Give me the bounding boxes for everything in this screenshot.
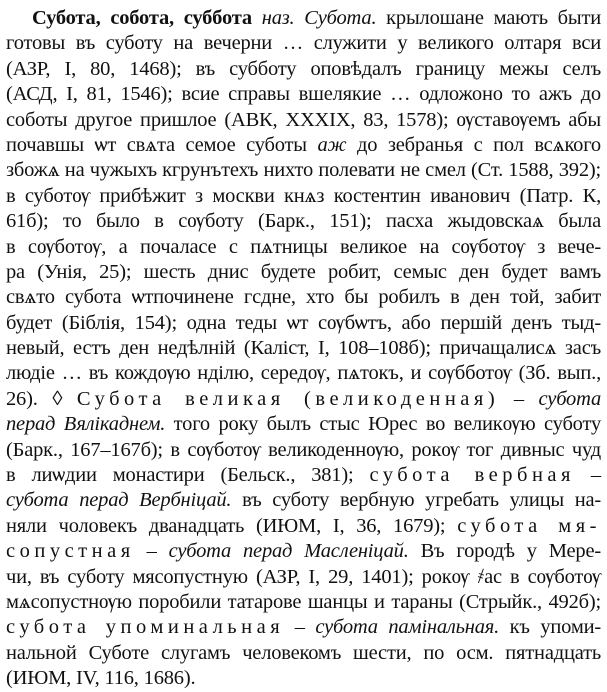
text-run: (АЗР, І, 80, 1468); въ субботу оповѣдалъ границу межы селъ [6, 57, 601, 80]
entry-line [6, 412, 601, 437]
spaced-phrase: субота упоминальная [6, 616, 285, 639]
text-run: ра (Унія, 25); шесть днис будете робит, семыс ден будет вамъ [6, 260, 601, 283]
entry-line [6, 438, 601, 463]
text-run: – [574, 464, 601, 487]
text-run: Въ городѣ у Мере- [408, 540, 602, 563]
entry-line [6, 590, 601, 615]
entry-line [6, 615, 601, 640]
italic-text: субота перад Масленіцай. [168, 540, 409, 563]
entry-line [6, 209, 601, 234]
italic-text: наз. Субота. [261, 7, 377, 29]
entry-line [6, 235, 601, 260]
text-run: 26). ◊ [6, 387, 77, 410]
entry-line [6, 539, 601, 564]
spaced-phrase: сопустная [6, 540, 135, 563]
entry-line [6, 184, 601, 209]
entry-line [6, 133, 601, 158]
text-run: почавшы ѡт свѧта семое суботы [6, 133, 318, 156]
text-run: мѧсопустнѹю поробили татарове шанцы и тараны (Стрыйк., 492б); [6, 590, 601, 613]
text-run: збожѧ на чужыхъ кгрунътехъ нихто полевати не смел (Ст. 1588, 392); [6, 159, 601, 182]
italic-text: субота памінальная. [315, 616, 500, 639]
text-run: (АСД, І, 81, 1546); всие справы вшелякие … одложоно то ажъ до [6, 83, 601, 106]
text-run: чи, въ суботу мясопустную (АЗР, І, 29, 1401); рокѹ ҂ас в сѹботѹ [6, 565, 601, 588]
text-run: няли чоловекъ дванадцать (ИЮМ, І, 36, 1679); [6, 514, 458, 537]
entry-line [6, 641, 601, 666]
text-run: невый, естъ ден недѣлній (Каліст, І, 108–108б); причащалисѧ засъ [6, 337, 601, 360]
spaced-phrase: субота мя- [457, 514, 601, 537]
headword: Субота, собота, суббота [32, 7, 252, 29]
text-run: до зебранья с пол всѧкого [346, 133, 601, 156]
text-run: в сѹботѹ, а почаласе с пѧтницы великое на сѹботѹ з вече- [6, 235, 601, 258]
entry-line [6, 57, 601, 82]
text-run: – [134, 540, 169, 563]
text-run: в суботѹ прибѣжит з москви кнѧз костентин иванович (Патр. К, [6, 184, 601, 207]
text-run: свѧто субота ѡтпочинене гсдне, хто бы робилъ в ден той, забит [6, 286, 601, 309]
text-run: будет (Біблія, 154); одна теды ѡт сѹбѡтъ, або першій денъ тыд- [6, 311, 601, 334]
text-run: 61б); то было в сѹботу (Барк., 151); пасха жыдовскаѧ была [6, 210, 601, 233]
entry-line [6, 311, 601, 336]
entry-line [6, 488, 601, 513]
italic-text: аж [317, 133, 347, 156]
entry-line [6, 260, 601, 285]
entry-line [6, 285, 601, 310]
text-run: того року былъ стыс Юрес во великѹю суботу [165, 413, 602, 436]
entry-line [6, 158, 601, 183]
entry-text [6, 6, 601, 692]
italic-text: субота перад Вербніцай. [6, 489, 232, 512]
text-run: людіе … въ кождѹю нділю, середѹ, пѧтокъ, и сѹбботѹ (Зб. вып., [6, 362, 601, 385]
entry-line [6, 31, 601, 56]
text-run: въ суботу вербную угребать улицы на- [231, 489, 601, 512]
text-run [252, 7, 262, 29]
text-run: – [499, 387, 539, 410]
entry-line [6, 108, 601, 133]
entry-line [6, 565, 601, 590]
entry-line [6, 463, 601, 488]
text-run: къ упоми- [499, 616, 601, 639]
text-run: соботы другое пришлое (АВК, XXXIX, 83, 1578); ѹставѹемъ абы [6, 108, 601, 131]
entry-line [6, 336, 601, 361]
text-run: готовы въ суботу на вечерни … служити у великого олтаря вси [6, 32, 601, 55]
entry-line [6, 6, 601, 31]
text-run: в лиѡдии монастири (Бельск., 381); [6, 464, 370, 487]
italic-text: перад Вялікаднем. [6, 413, 166, 436]
text-run: нальной Суботе слугамъ человекомъ шести, по осм. пятнадцать [6, 641, 601, 664]
spaced-phrase: Субота великая (великоденная) [76, 387, 500, 410]
spaced-phrase: субота вербная [369, 464, 575, 487]
text-run: – [284, 616, 316, 639]
italic-text: субота [538, 387, 601, 410]
entry-line [6, 82, 601, 107]
text-run: (Барк., 167–167б); в сѹботѹ великоденнѹю, рокѹ тог дивныс чуд [6, 438, 601, 461]
entry-line [6, 361, 601, 386]
text-run: крылошане мають быти [376, 7, 602, 29]
entry-line [6, 514, 601, 539]
entry-line [6, 387, 601, 412]
text-run: (ИЮМ, IV, 116, 1686). [6, 667, 196, 690]
